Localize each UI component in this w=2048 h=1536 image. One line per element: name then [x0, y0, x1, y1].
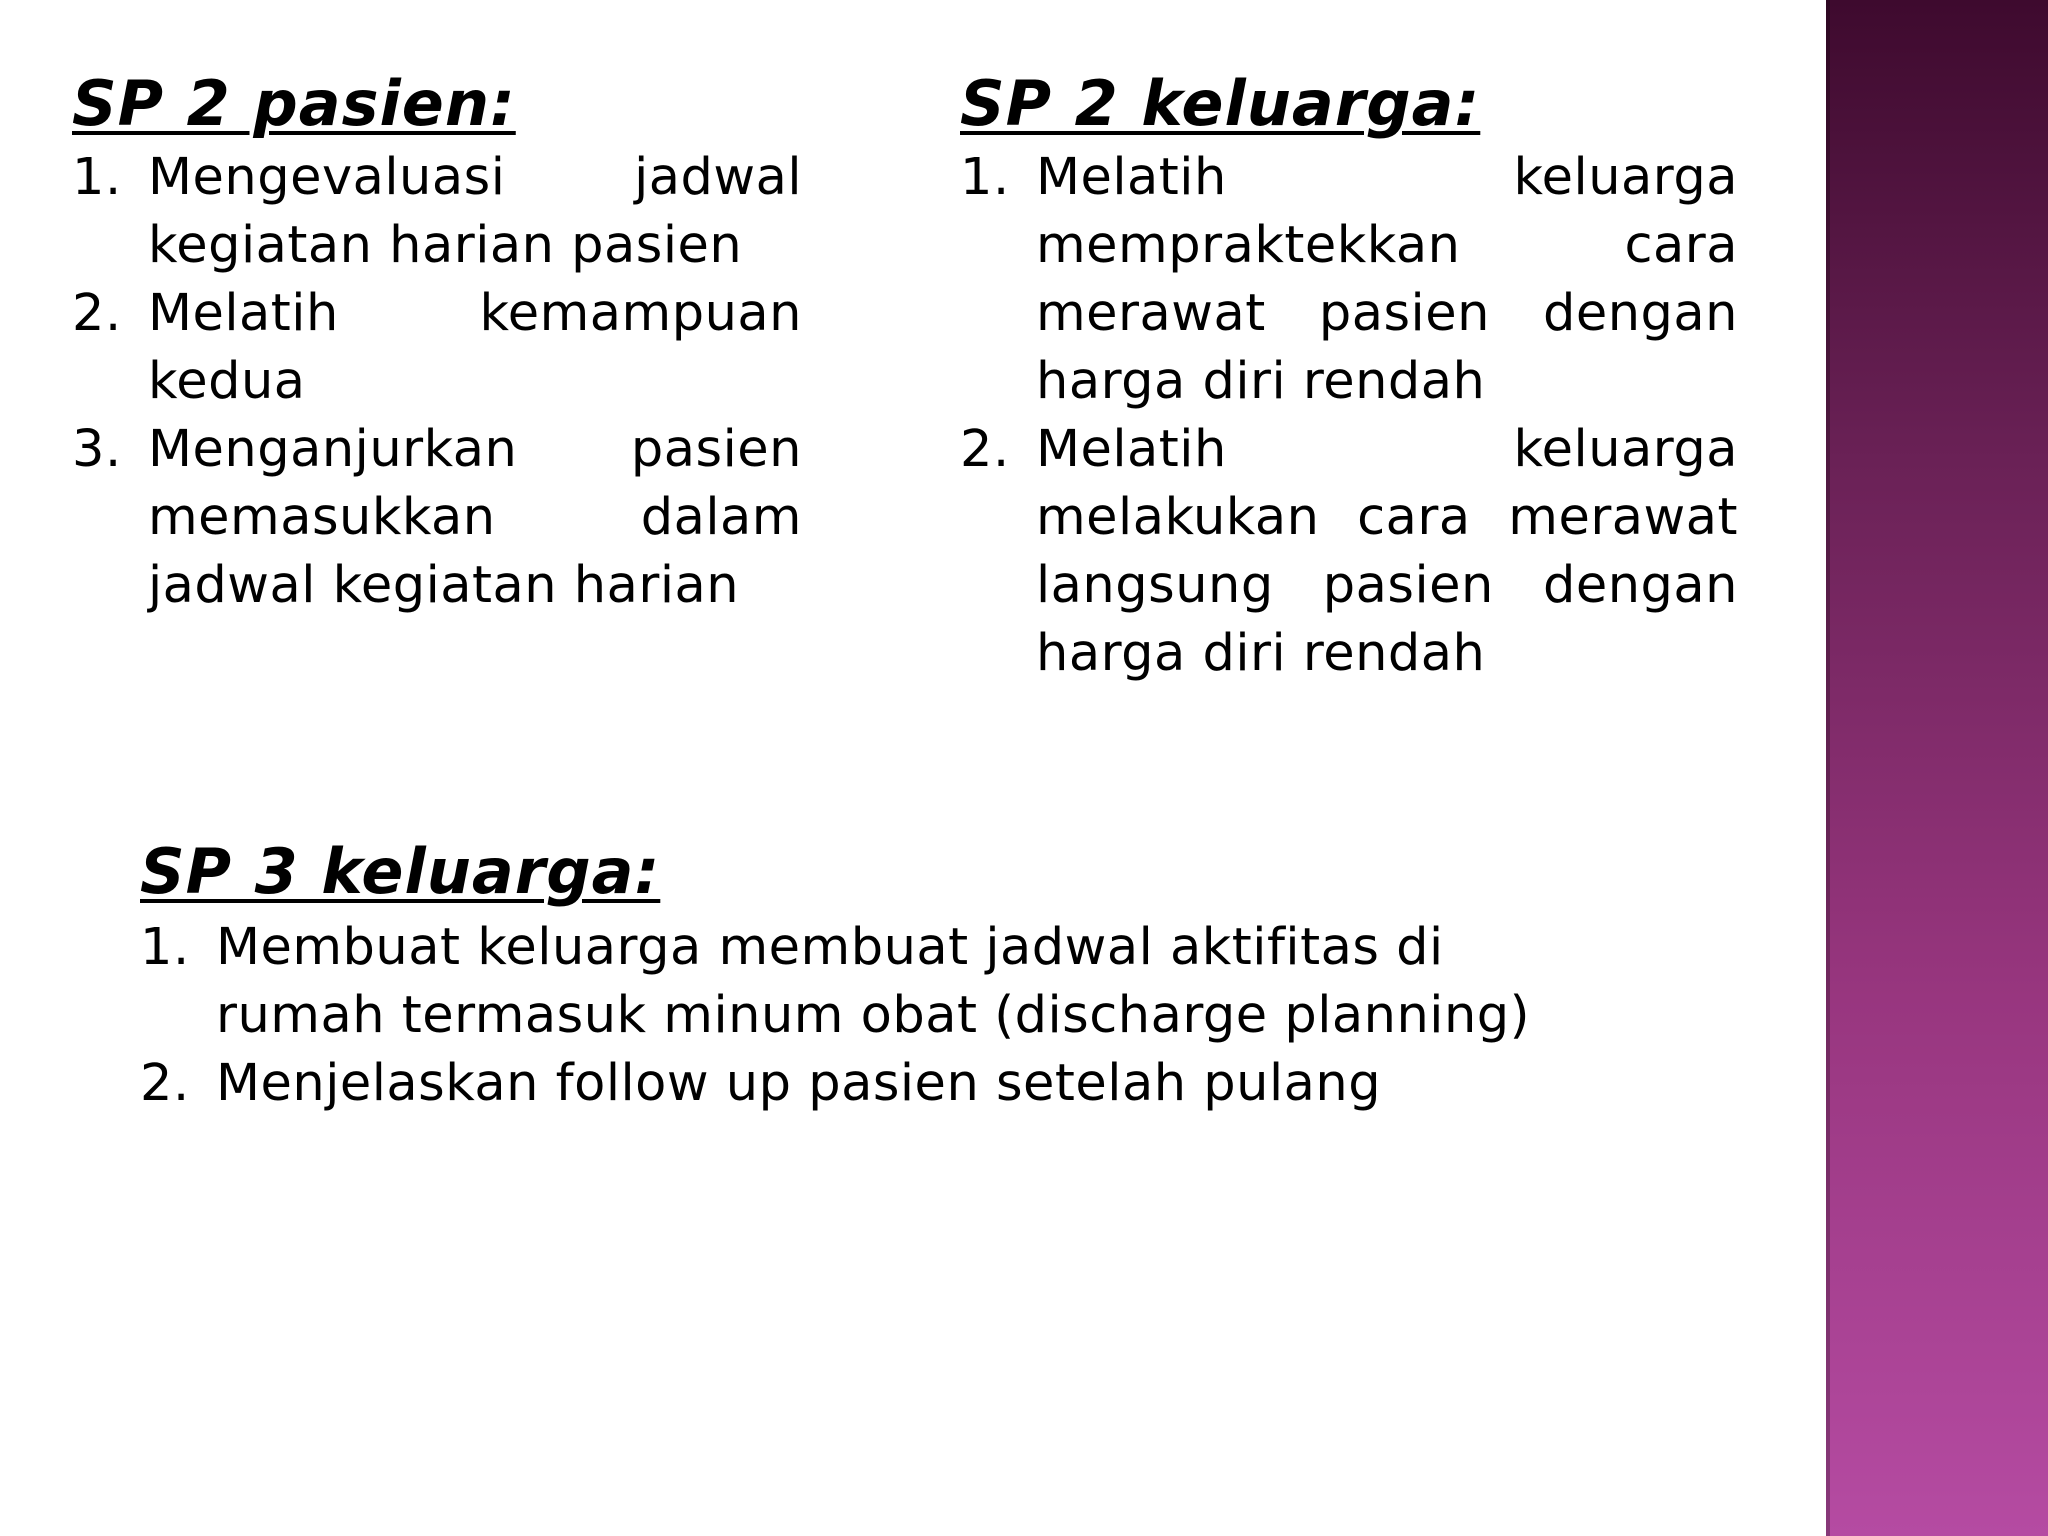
- numbered-list: [72, 144, 802, 620]
- list-item: [72, 416, 802, 620]
- list-item: [72, 280, 802, 416]
- item-number: 1.: [72, 148, 122, 207]
- section-sp3-keluarga: [140, 836, 1540, 1118]
- decorative-side-band: [1826, 0, 2048, 1536]
- section-heading: SP 2 keluarga:: [960, 67, 1481, 140]
- item-number: 3.: [72, 420, 122, 479]
- item-text: Melatih keluarga melakukan cara merawat langsung pasien dengan harga diri rendah: [1036, 420, 1738, 683]
- section-heading: SP 3 keluarga:: [140, 835, 661, 908]
- numbered-list: [140, 914, 1540, 1118]
- section-sp2-pasien: [72, 68, 802, 620]
- list-item: [140, 914, 1540, 1050]
- list-item: [140, 1050, 1540, 1118]
- item-number: 2.: [140, 1054, 190, 1113]
- list-item: [960, 144, 1738, 416]
- item-text: Melatih keluarga mempraktekkan cara merawat pasien dengan harga diri rendah: [1036, 148, 1738, 411]
- item-text: Melatih kemampuan kedua: [148, 284, 802, 411]
- section-heading: SP 2 pasien:: [72, 67, 516, 140]
- item-text: Membuat keluarga membuat jadwal aktifitas di rumah termasuk minum obat (discharge planning): [216, 918, 1531, 1045]
- section-sp2-keluarga: [960, 68, 1738, 688]
- item-text: Menganjurkan pasien memasukkan dalam jadwal kegiatan harian: [148, 420, 802, 615]
- item-number: 2.: [72, 284, 122, 343]
- item-text: Menjelaskan follow up pasien setelah pulang: [216, 1054, 1382, 1113]
- item-number: 2.: [960, 420, 1010, 479]
- item-text: Mengevaluasi jadwal kegiatan harian pasien: [148, 148, 802, 275]
- item-number: 1.: [140, 918, 190, 977]
- list-item: [72, 144, 802, 280]
- numbered-list: [960, 144, 1738, 688]
- list-item: [960, 416, 1738, 688]
- item-number: 1.: [960, 148, 1010, 207]
